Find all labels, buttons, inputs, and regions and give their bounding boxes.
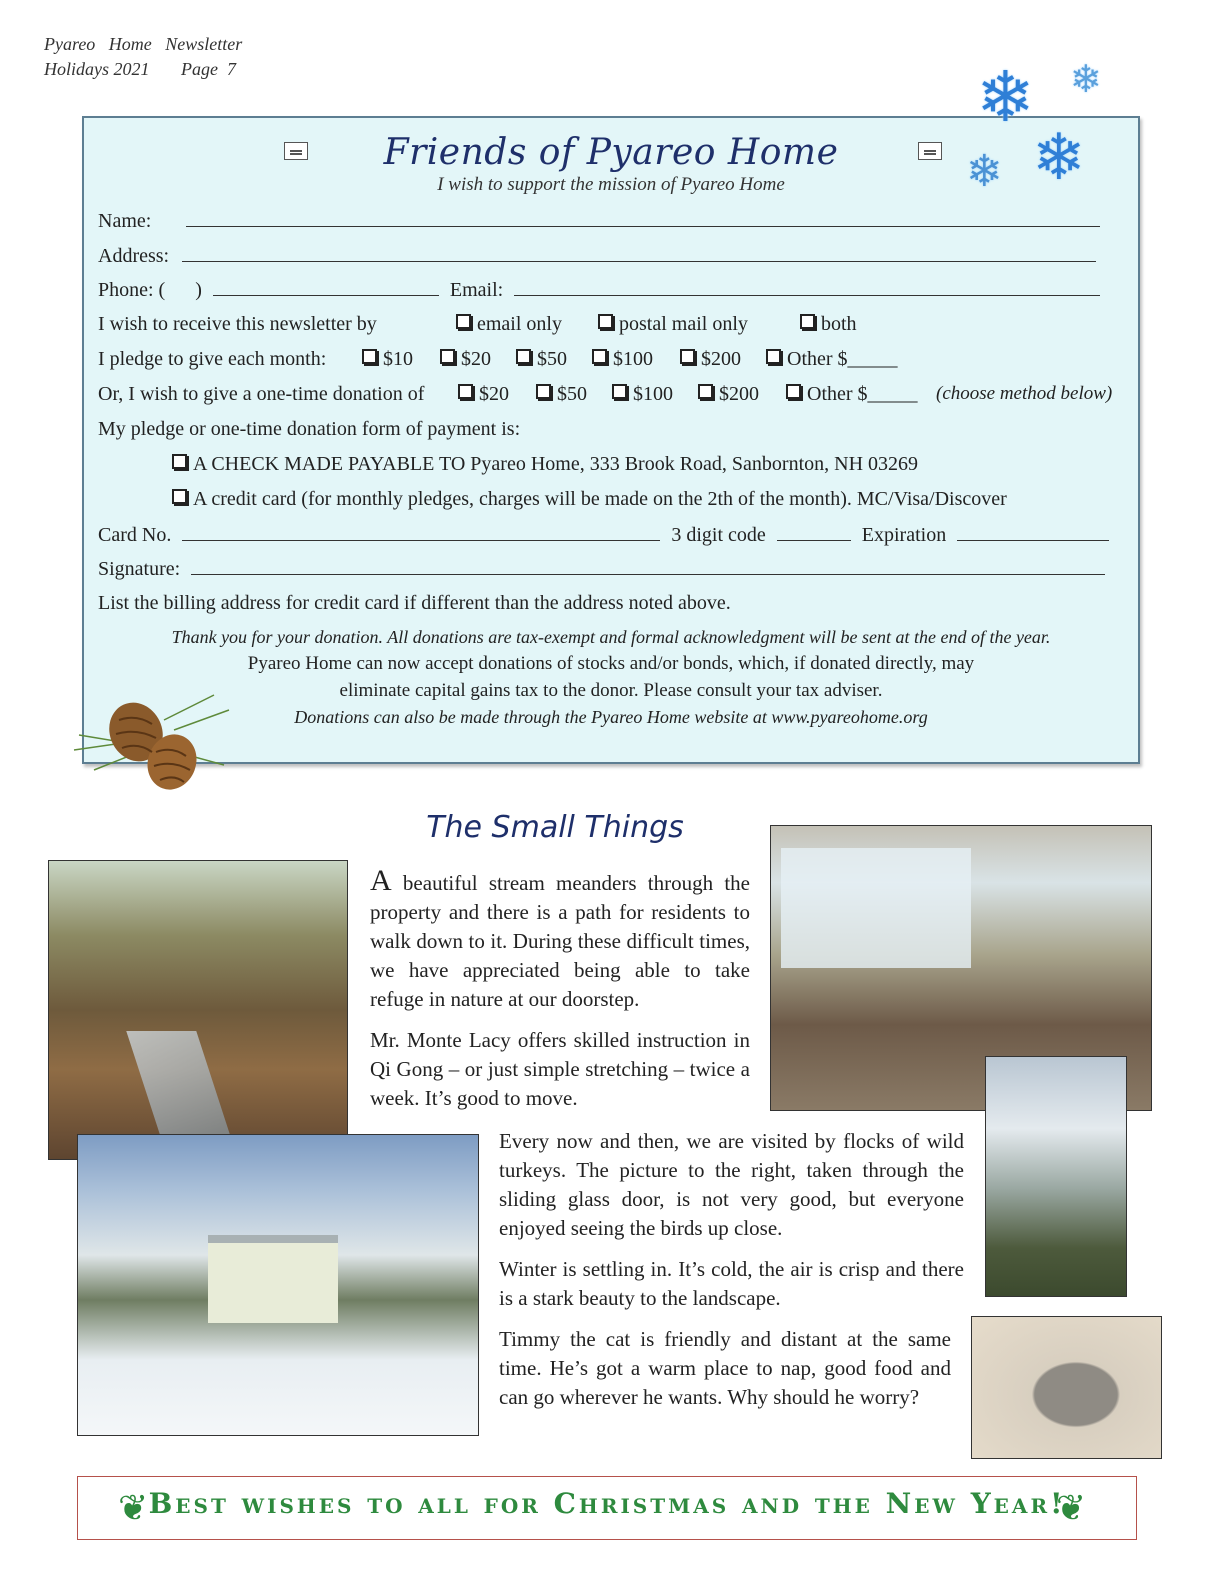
payment-card-text: A credit card (for monthly pledges, charges will be made on the 2th of the month). MC/Visa/Discover [193, 488, 1007, 510]
article-column-1 [370, 866, 750, 1125]
checkbox[interactable] [440, 349, 455, 364]
newsletter-name: Pyareo Home Newsletter [44, 34, 243, 54]
article-paragraph: Every now and then, we are visited by flocks of wild turkeys. The picture to the right, taken through the sliding glass door, is not very good, but everyone enjoyed seeing the birds up close. [499, 1129, 964, 1240]
checkbox[interactable] [536, 384, 551, 399]
phone-field[interactable] [213, 276, 439, 296]
name-row [98, 207, 1100, 234]
pledge-row [98, 346, 1118, 372]
photo-snowy-house [77, 1134, 479, 1436]
checkbox[interactable] [800, 314, 815, 329]
article-paragraph: Winter is settling in. It’s cold, the air is crisp and there is a stark beauty to the landscape. [499, 1257, 964, 1310]
signature-field[interactable] [191, 555, 1105, 575]
form-title: Friends of Pyareo Home [383, 132, 839, 173]
article-column-3 [499, 1325, 951, 1424]
newsletter-row [98, 311, 1118, 337]
banner-text: Best wishes to all for Christmas and the New Year! [148, 1487, 1066, 1520]
option-email-only[interactable]: email only [456, 311, 562, 337]
email-field[interactable] [514, 276, 1100, 296]
checkbox[interactable] [172, 489, 187, 504]
checkbox[interactable] [786, 384, 801, 399]
page-header [44, 32, 242, 82]
stocks-note-line1: Pyareo Home can now accept donations of stocks and/or bonds, which, if donated directly, may [247, 653, 975, 674]
payment-check-text: A CHECK MADE PAYABLE TO Pyareo Home, 333 Brook Road, Sanbornton, NH 03269 [193, 453, 919, 475]
pledge-option-20[interactable]: $20 [440, 346, 491, 372]
code-field[interactable] [777, 521, 851, 541]
onetime-option-20[interactable]: $20 [458, 381, 509, 407]
article-title: The Small Things [426, 810, 684, 845]
pledge-option-100[interactable]: $100 [592, 346, 653, 372]
choose-method-note: (choose method below) [936, 383, 1113, 404]
onetime-label: Or, I wish to give a one-time donation of [98, 383, 425, 405]
checkbox[interactable] [612, 384, 627, 399]
article-paragraph: A beautiful stream meanders through the property and there is a path for residents to walk down to it. During these difficult times, we have appreciated being able to take refuge in nature at our doorstep. [370, 864, 750, 1011]
checkbox[interactable] [362, 349, 377, 364]
form-subtitle: I wish to support the mission of Pyareo Home [437, 174, 785, 195]
address-row [98, 242, 1096, 269]
payment-check-option[interactable] [172, 451, 918, 477]
drop-cap: A [370, 864, 392, 897]
checkbox[interactable] [680, 349, 695, 364]
signature-label: Signature: [98, 558, 181, 580]
stocks-note-line2: eliminate capital gains tax to the donor. Please consult your tax adviser. [339, 680, 883, 701]
holly-icon: ❦ [118, 1488, 149, 1528]
article-paragraph: Timmy the cat is friendly and distant at the same time. He’s got a warm place to nap, good food and can go wherever he wants. Why should he worry? [499, 1327, 951, 1409]
checkbox[interactable] [766, 349, 781, 364]
onetime-option-200[interactable]: $200 [698, 381, 759, 407]
snowflake-icon: ❄ [1070, 57, 1102, 101]
address-label: Address: [98, 245, 170, 267]
checkbox[interactable] [458, 384, 473, 399]
expiration-label: Expiration [861, 524, 947, 546]
signature-row [98, 555, 1105, 582]
holly-icon: ❦ [1055, 1488, 1086, 1528]
option-both[interactable]: both [800, 311, 857, 337]
holiday-banner [77, 1476, 1137, 1540]
snowflake-icon: ❄ [1032, 121, 1086, 195]
payment-card-option[interactable] [172, 486, 1007, 512]
newsletter-label: I wish to receive this newsletter by [98, 313, 377, 335]
pledge-option-200[interactable]: $200 [680, 346, 741, 372]
donation-form [82, 116, 1140, 764]
phone-label: Phone: ( ) [98, 279, 202, 301]
checkbox[interactable] [172, 454, 187, 469]
website-note: Donations can also be made through the Pyareo Home website at www.pyareohome.org [294, 707, 928, 727]
name-label: Name: [98, 210, 152, 232]
payment-label: My pledge or one-time donation form of payment is: [98, 418, 521, 440]
pledge-label: I pledge to give each month: [98, 348, 327, 370]
article-column-2 [499, 1127, 964, 1325]
snowflake-icon: ❄ [966, 146, 1003, 197]
address-field[interactable] [182, 242, 1096, 262]
code-label: 3 digit code [671, 524, 766, 546]
card-number-label: Card No. [98, 524, 172, 546]
photo-wild-turkeys [985, 1056, 1127, 1297]
issue-and-page: Holidays 2021 Page 7 [44, 59, 236, 79]
card-row [98, 521, 1109, 548]
phone-email-row [98, 276, 1100, 303]
pledge-option-50[interactable]: $50 [516, 346, 567, 372]
pinecone-icon [64, 690, 234, 800]
snowflake-icon: ❄ [976, 56, 1035, 138]
article-paragraph: Mr. Monte Lacy offers skilled instruction in Qi Gong – or just simple stretching – twice a week. It’s good to move. [370, 1028, 750, 1110]
card-number-field[interactable] [182, 521, 660, 541]
name-field[interactable] [186, 207, 1100, 227]
billing-note: List the billing address for credit card if different than the address noted above. [98, 592, 731, 614]
checkbox[interactable] [698, 384, 713, 399]
checkbox[interactable] [592, 349, 607, 364]
checkbox[interactable] [516, 349, 531, 364]
thanks-note: Thank you for your donation. All donations are tax-exempt and formal acknowledgment will be sent at the end of the year. [171, 627, 1051, 647]
checkbox[interactable] [456, 314, 471, 329]
pledge-option-other[interactable]: Other $_____ [766, 346, 898, 372]
option-postal-mail-only[interactable]: postal mail only [598, 311, 748, 337]
onetime-option-other[interactable]: Other $_____ [786, 381, 918, 407]
pledge-option-10[interactable]: $10 [362, 346, 413, 372]
expiration-field[interactable] [957, 521, 1109, 541]
photo-forest-stream [48, 860, 348, 1160]
email-label: Email: [449, 279, 504, 301]
onetime-option-100[interactable]: $100 [612, 381, 673, 407]
onetime-option-50[interactable]: $50 [536, 381, 587, 407]
photo-timmy-cat [971, 1316, 1162, 1459]
checkbox[interactable] [598, 314, 613, 329]
onetime-row [98, 381, 1128, 407]
